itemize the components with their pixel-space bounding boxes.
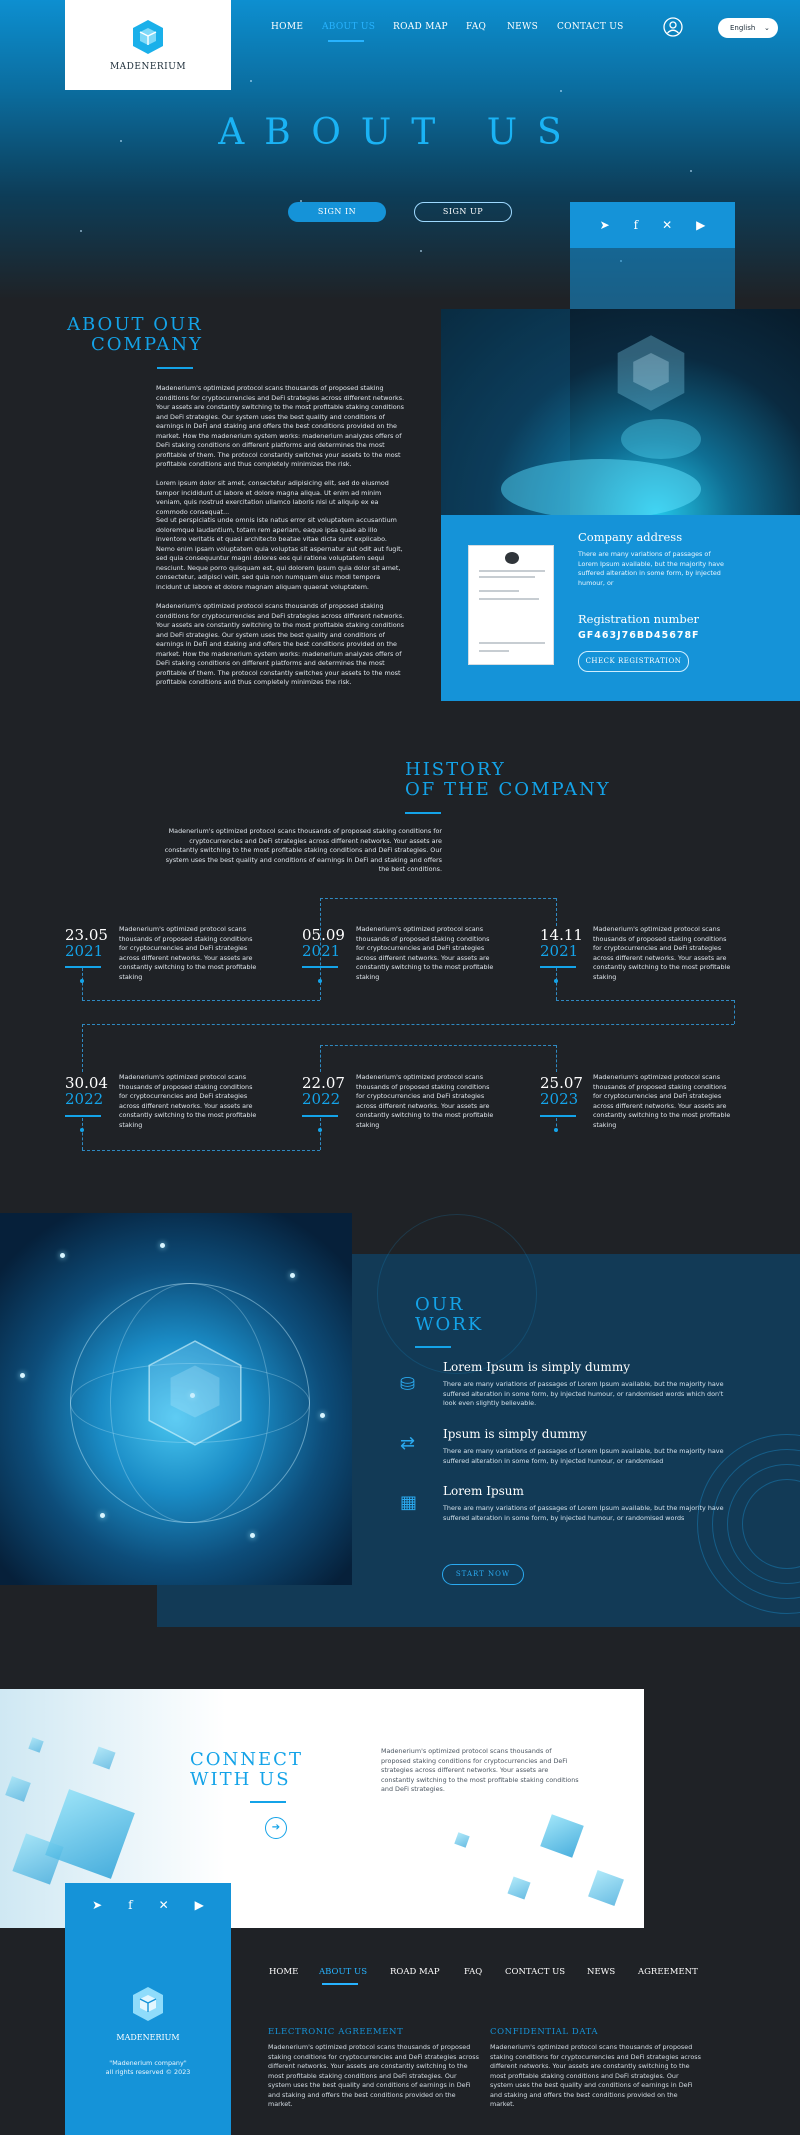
timeline-bar (540, 1115, 576, 1117)
telegram-icon[interactable]: ➤ (92, 1898, 103, 1912)
timeline-connector (82, 1118, 83, 1150)
work-title-line1: OUR (415, 1294, 465, 1315)
timeline-connector (320, 898, 556, 899)
social-bar-top (570, 202, 735, 248)
x-icon[interactable]: ✕ (662, 218, 673, 232)
user-account-icon[interactable] (663, 17, 683, 37)
timeline-dot (80, 979, 84, 983)
site-logo[interactable] (65, 0, 231, 90)
work-item-title: Ipsum is simply dummy (443, 1427, 587, 1441)
footer-nav-active-underline (322, 1983, 358, 1985)
telegram-icon[interactable]: ➤ (599, 218, 610, 232)
timeline-year: 2023 (540, 1090, 579, 1108)
timeline-text: Madenerium's optimized protocol scans thousands of proposed staking conditions for cryptocurrencies and DeFi strategies across different networks. Your assets are constantly switching to the most profitable staking (119, 925, 257, 981)
footer-col1-text: Madenerium's optimized protocol scans thousands of proposed staking conditions for cryptocurrencies and DeFi strategies across different networks. Your assets are constantly switching to the most profitable staking conditions and DeFi strategies. Our system uses the best quality and conditions of earnings in DeFi and staking and offers the best conditions provided on the market. (268, 2043, 479, 2108)
timeline-date: 05.09 (302, 926, 345, 944)
footer-nav-home[interactable]: HOME (269, 1967, 299, 1977)
cube-logo-icon (130, 18, 166, 56)
timeline-year: 2021 (65, 942, 104, 960)
timeline-date: 23.05 (65, 926, 108, 944)
brand-name: MADENERIUM (109, 62, 187, 72)
history-title-line1: HISTORY (405, 759, 506, 780)
about-paragraph: Madenerium's optimized protocol scans thousands of proposed staking conditions for cryptocurrencies and DeFi strategies across different networks. Your assets are constantly switching to the most profitable staking conditions and DeFi strategies. Our system uses the best quality and conditions of earnings in DeFi and staking and offers the best conditions provided on the market. How the madenerium system works: madenerium analyzes offers of DeFi staking conditions on different platforms and determines the most profitable of them. The protocol constantly switches your assets to the most profitable conditions and thus completely minimizes the risk. (156, 384, 405, 468)
calendar-icon: ▦ (400, 1492, 418, 1513)
image-overlay (441, 309, 570, 515)
connect-text: Madenerium's optimized protocol scans thousands of proposed staking conditions for cryptocurrencies and DeFi strategies across different networks. Your assets are constantly switching to the most profitable staking conditions and DeFi strategies. (381, 1747, 579, 1793)
timeline-bar (65, 1115, 101, 1117)
connect-title-line2: WITH US (190, 1769, 291, 1790)
social-bar-fade (570, 248, 735, 309)
exchange-icon: ⇄ (400, 1433, 416, 1454)
crest-icon (505, 552, 519, 564)
language-select[interactable] (718, 18, 778, 38)
timeline-text: Madenerium's optimized protocol scans thousands of proposed staking conditions for cryptocurrencies and DeFi strategies across different networks. Your assets are constantly switching to the most profitable staking (119, 1073, 257, 1129)
footer-nav-faq[interactable]: FAQ (464, 1967, 483, 1977)
registration-certificate-image (468, 545, 554, 665)
timeline-connector (556, 898, 557, 926)
history-title-underline (405, 812, 441, 814)
about-paragraph: Sed ut perspiciatis unde omnis iste natus error sit voluptatem accusantium doloremque laudantium, totam rem aperiam, eaque ipsa quae ab illo inventore veritatis et quasi architecto beatae vitae dicta sunt explicabo. Nemo enim ipsam voluptatem quia voluptas sit aspernatur aut odit aut fugit, sed quia consequuntur magni dolores eos qui ratione voluptatem sequi nesciunt. Neque porro quisquam est, qui dolorem ipsum quia dolor sit amet, consectetur, adipisci velit, sed quia non numquam eius modi tempora incidunt ut labore et dolore magnam aliquam quaerat voluptatem. (156, 516, 403, 591)
timeline-dot (554, 979, 558, 983)
timeline-connector (320, 1045, 321, 1072)
work-item-text: There are many variations of passages of Lorem Ipsum available, but the majority have suffered alteration in some form, by injected humour, or randomised words which don't look even slightly believable. (443, 1380, 724, 1407)
connect-title-line1: CONNECT (190, 1749, 303, 1770)
timeline-dot (80, 1128, 84, 1132)
nav-about-us[interactable]: ABOUT US (322, 22, 376, 32)
timeline-connector (556, 1045, 557, 1072)
footer-col1-title: ELECTRONIC AGREEMENT (268, 2027, 404, 2037)
nav-faq[interactable]: FAQ (466, 22, 487, 32)
timeline-dot (318, 1128, 322, 1132)
work-title-underline (415, 1346, 451, 1348)
start-now-button[interactable]: START NOW (442, 1564, 524, 1585)
sign-up-button[interactable]: SIGN UP (414, 202, 512, 222)
footer-nav-road-map[interactable]: ROAD MAP (390, 1967, 440, 1977)
facebook-icon[interactable]: f (128, 1898, 133, 1912)
facebook-icon[interactable]: f (633, 218, 639, 232)
timeline-connector (320, 1045, 556, 1046)
social-bar-footer (65, 1883, 231, 1927)
timeline-text: Madenerium's optimized protocol scans thousands of proposed staking conditions for cryptocurrencies and DeFi strategies across different networks. Your assets are constantly switching to the most profitable staking (593, 925, 731, 981)
timeline-connector (556, 968, 557, 1000)
work-title-line2: WORK (415, 1314, 484, 1335)
timeline-year: 2021 (302, 942, 341, 960)
timeline-bar (540, 966, 576, 968)
timeline-date: 25.07 (540, 1074, 583, 1092)
timeline-connector (82, 1024, 83, 1072)
work-item-text: There are many variations of passages of Lorem Ipsum available, but the majority have suffered alteration in some form, by injected humour, or randomised words (443, 1504, 724, 1522)
footer-col2-text: Madenerium's optimized protocol scans thousands of proposed staking conditions for cryptocurrencies and DeFi strategies across different networks. Your assets are constantly switching to the most profitable staking conditions and DeFi strategies. Our system uses the best quality and conditions of earnings in DeFi and staking and offers the best conditions provided on the market. (490, 2043, 701, 2108)
nav-news[interactable]: NEWS (507, 22, 539, 32)
cube-logo-icon (130, 1985, 166, 2023)
timeline-year: 2022 (65, 1090, 104, 1108)
arrow-right-button[interactable] (265, 1817, 287, 1839)
about-paragraph: Lorem ipsum dolor sit amet, consectetur adipisicing elit, sed do eiusmod tempor incididunt ut labore et dolore magna aliqua. Ut enim ad minim veniam, quis nostrud exercitation ullamco laboris nisi ut aliquip ex ea commodo consequat... (156, 479, 389, 516)
about-title-line1: ABOUT OUR (67, 314, 203, 335)
nav-home[interactable]: HOME (271, 22, 304, 32)
chevron-down-icon: ⌄ (764, 24, 770, 32)
sign-in-button[interactable]: SIGN IN (288, 202, 386, 222)
youtube-icon[interactable]: ▶ (194, 1898, 204, 1912)
timeline-dot (318, 979, 322, 983)
footer-nav-about-us[interactable]: ABOUT US (319, 1967, 368, 1977)
timeline-bar (302, 1115, 338, 1117)
footer-brand-name: MADENERIUM (116, 2033, 180, 2042)
check-registration-button[interactable]: CHECK REGISTRATION (578, 651, 689, 672)
timeline-connector (320, 1118, 321, 1150)
timeline-connector (82, 1150, 320, 1151)
cube-hologram-icon (140, 1333, 250, 1453)
about-paragraph: Madenerium's optimized protocol scans thousands of proposed staking conditions for cryptocurrencies and DeFi strategies across different networks. Your assets are constantly switching to the most profitable staking conditions and DeFi strategies. Our system uses the best quality and conditions of earnings in DeFi and staking and offers the best conditions provided on the market. How the madenerium system works: madenerium analyzes offers of DeFi staking conditions on different platforms and determines the most profitable of them. The protocol constantly switches your assets to the most profitable conditions and thus completely minimizes the risk. (156, 602, 405, 686)
cube-watermark-icon (611, 329, 691, 417)
footer-copyright-line1: "Madenerium company" (109, 2059, 187, 2067)
timeline-connector (556, 1000, 734, 1001)
nav-active-underline (328, 40, 364, 42)
language-value: English (730, 24, 756, 32)
footer-nav-contact-us[interactable]: CONTACT US (505, 1967, 566, 1977)
timeline-bar (65, 966, 101, 968)
timeline-text: Madenerium's optimized protocol scans thousands of proposed staking conditions for cryptocurrencies and DeFi strategies across different networks. Your assets are constantly switching to the most profitable staking (593, 1073, 731, 1129)
history-intro: Madenerium's optimized protocol scans thousands of proposed staking conditions for cryptocurrencies and DeFi strategies across different networks. Your assets are constantly switching to the most profitable staking conditions and DeFi strategies. Our system uses the best quality and conditions of earnings in DeFi and staking and offers the best conditions. (164, 827, 442, 873)
nav-road-map[interactable]: ROAD MAP (393, 22, 448, 32)
x-icon[interactable]: ✕ (158, 1898, 169, 1912)
about-title-underline (157, 367, 193, 369)
timeline-year: 2021 (540, 942, 579, 960)
footer-copyright-line2: all rights reserved © 2023 (105, 2068, 191, 2076)
company-address-title: Company address (578, 530, 683, 544)
timeline-dot (554, 1128, 558, 1132)
timeline-date: 22.07 (302, 1074, 345, 1092)
timeline-connector (734, 1000, 735, 1024)
about-title-line2: COMPANY (91, 334, 204, 355)
connect-title-underline (250, 1801, 286, 1803)
registration-number-title: Registration number (578, 612, 700, 626)
footer-col2-title: CONFIDENTIAL DATA (490, 2027, 599, 2037)
company-address-text: There are many variations of passages of Lorem Ipsum available, but the majority have suffered alteration in some form, by injected humour, or (578, 550, 724, 587)
timeline-date: 14.11 (540, 926, 583, 944)
timeline-bar (302, 966, 338, 968)
timeline-year: 2022 (302, 1090, 341, 1108)
footer-nav-news[interactable]: NEWS (587, 1967, 616, 1977)
youtube-icon[interactable]: ▶ (696, 218, 706, 232)
work-item-title: Lorem Ipsum is simply dummy (443, 1360, 630, 1374)
timeline-date: 30.04 (65, 1074, 108, 1092)
work-item-text: There are many variations of passages of Lorem Ipsum available, but the majority have suffered alteration in some form, by injected humour, or randomised (443, 1447, 724, 1465)
page-title: ABOUT US (218, 112, 582, 153)
coins-icon: ⛁ (400, 1374, 416, 1395)
work-item-title: Lorem Ipsum (443, 1484, 524, 1498)
arrow-right-icon: ➔ (271, 1822, 281, 1833)
footer-nav-agreement[interactable]: AGREEMENT (638, 1967, 698, 1977)
timeline-text: Madenerium's optimized protocol scans thousands of proposed staking conditions for cryptocurrencies and DeFi strategies across different networks. Your assets are constantly switching to the most profitable staking (356, 1073, 494, 1129)
timeline-text: Madenerium's optimized protocol scans thousands of proposed staking conditions for cryptocurrencies and DeFi strategies across different networks. Your assets are constantly switching to the most profitable staking (356, 925, 494, 981)
globe-network-image (0, 1213, 352, 1585)
history-title-line2: OF THE COMPANY (405, 779, 611, 800)
timeline-connector (82, 968, 83, 1000)
timeline-connector (82, 1024, 734, 1025)
registration-number-value: GF463J76BD45678F (578, 630, 700, 641)
nav-contact-us[interactable]: CONTACT US (557, 22, 624, 32)
timeline-connector (82, 1000, 320, 1001)
